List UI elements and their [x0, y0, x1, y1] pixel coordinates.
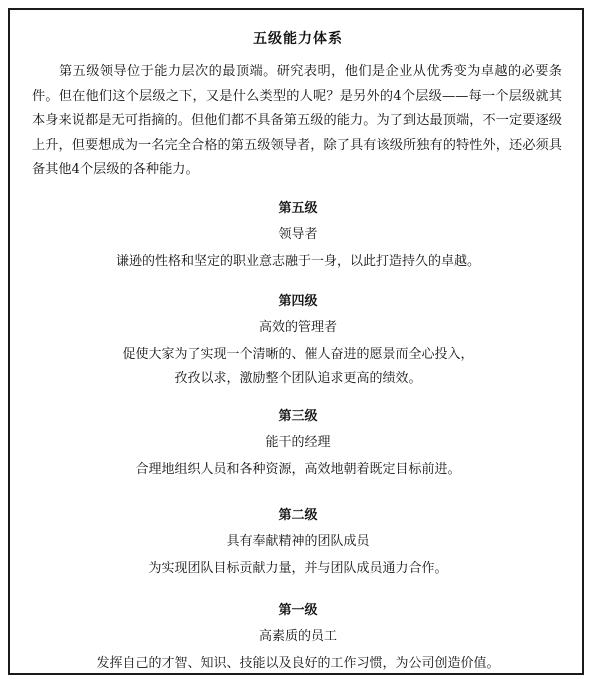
document-title: 五级能力体系 — [253, 31, 343, 47]
level-name: 第四级 — [278, 294, 318, 309]
level-description: 促使大家为了实现一个清晰的、催人奋进的愿景而全心投入， 孜孜以求，激励整个团队追求更高的绩效。 — [122, 347, 474, 386]
level-description: 为实现团队目标贡献力量，并与团队成员通力合作。 — [148, 561, 448, 576]
level-name: 第一级 — [278, 603, 318, 618]
level-name: 第三级 — [278, 409, 318, 424]
level-role: 高效的管理者 — [258, 320, 337, 335]
level-one-section — [0, 602, 596, 676]
level-description: 合理地组织人员和各种资源，高效地朝着既定目标前进。 — [135, 462, 461, 477]
level-two-section — [0, 507, 596, 581]
level-role: 领导者 — [278, 227, 318, 242]
level-three-section — [0, 408, 596, 482]
level-role: 高素质的员工 — [258, 629, 337, 644]
level-role: 能干的经理 — [265, 435, 331, 450]
level-four-section — [0, 293, 596, 391]
level-description: 发挥自己的才智、知识、技能以及良好的工作习惯，为公司创造价值。 — [96, 656, 500, 671]
intro-paragraph: 第五级领导位于能力层次的最顶端。研究表明，他们是企业从优秀变为卓越的必要条件。但在他们这个层级之下，又是什么类型的人呢？是另外的4个层级——每一个层级就其本身来说都是无可指摘的。但他们都不具备第五级的能力。为了到达最顶端，不一定要逐级上升，但要想成为一名完全合格的第五级领导者，除了具有该级所独有的特性外，还必须具备其他4个层级的各种能力。 — [32, 64, 562, 177]
level-description: 谦逊的性格和坚定的职业意志融于一身，以此打造持久的卓越。 — [115, 254, 480, 269]
level-five-section — [0, 200, 596, 274]
level-name: 第二级 — [278, 508, 318, 523]
level-role: 具有奉献精神的团队成员 — [226, 534, 370, 549]
level-name: 第五级 — [278, 201, 318, 216]
